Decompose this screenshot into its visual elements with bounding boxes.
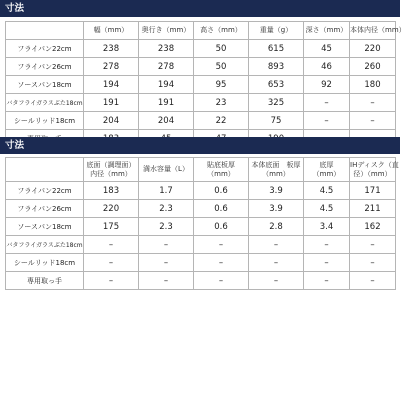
table-cell: 180 <box>350 76 396 94</box>
table-header-row <box>6 158 396 182</box>
table-cell: 220 <box>84 200 139 218</box>
table-cell: – <box>350 272 396 290</box>
table-row <box>6 254 396 272</box>
row-label: フライパン26cm <box>6 58 84 76</box>
table-cell: 204 <box>139 112 194 130</box>
table-cell: 191 <box>139 94 194 112</box>
table-cell: – <box>194 254 249 272</box>
table-cell: 171 <box>350 182 396 200</box>
table-cell: 45 <box>304 40 350 58</box>
table-cell: – <box>304 112 350 130</box>
table-cell: – <box>84 272 139 290</box>
row-label: シールリッド18cm <box>6 254 84 272</box>
row-label: ソースパン18cm <box>6 218 84 236</box>
table-cell: 2.3 <box>139 200 194 218</box>
table-cell: – <box>139 272 194 290</box>
section-title-dimensions: 寸法 <box>0 0 400 17</box>
table-row <box>6 218 396 236</box>
table-cell: 211 <box>350 200 396 218</box>
table-cell: 191 <box>84 94 139 112</box>
table-cell: 162 <box>350 218 396 236</box>
table-cell: 653 <box>249 76 304 94</box>
table-cell: 325 <box>249 94 304 112</box>
table-cell: 238 <box>84 40 139 58</box>
table-cell: – <box>249 272 304 290</box>
table-cell: – <box>350 94 396 112</box>
table-cell: 0.6 <box>194 200 249 218</box>
table-cell: 2.3 <box>139 218 194 236</box>
table-cell: 175 <box>84 218 139 236</box>
table-cell: 4.5 <box>304 182 350 200</box>
table-cell: 204 <box>84 112 139 130</box>
header-corner <box>6 22 84 40</box>
table-cell: 3.4 <box>304 218 350 236</box>
table-cell: 3.9 <box>249 182 304 200</box>
header-clad-thickness: 貼底板厚 （mm） <box>194 158 249 182</box>
table-cell: 260 <box>350 58 396 76</box>
row-label: フライパン22cm <box>6 182 84 200</box>
table-cell: – <box>194 236 249 254</box>
table-cell: 183 <box>84 182 139 200</box>
header-corner <box>6 158 84 182</box>
table-cell: – <box>139 236 194 254</box>
header-ih-disc-diameter: IHディスク（直 径）（mm） <box>350 158 396 182</box>
table-cell: 278 <box>139 58 194 76</box>
table-row <box>6 40 396 58</box>
table-cell: 95 <box>194 76 249 94</box>
header-height: 高さ（mm） <box>194 22 249 40</box>
table-cell: 50 <box>194 40 249 58</box>
table-cell: 238 <box>139 40 194 58</box>
table-cell: – <box>194 272 249 290</box>
table-header-row <box>6 22 396 40</box>
header-bottom-inner-diameter: 底面（調理面） 内径（mm） <box>84 158 139 182</box>
table-cell: 1.7 <box>139 182 194 200</box>
header-inner-diameter: 本体内径（mm） <box>350 22 396 40</box>
row-label: フライパン26cm <box>6 200 84 218</box>
table-row <box>6 94 396 112</box>
header-depth: 奥行き（mm） <box>139 22 194 40</box>
header-bottom-thickness: 底厚 （mm） <box>304 158 350 182</box>
table-cell: 75 <box>249 112 304 130</box>
table-cell: 22 <box>194 112 249 130</box>
table-cell: – <box>304 254 350 272</box>
table-cell: 2.8 <box>249 218 304 236</box>
header-body-bottom-thickness: 本体底面 板厚 （mm） <box>249 158 304 182</box>
table-row <box>6 182 396 200</box>
table-cell: 278 <box>84 58 139 76</box>
row-label: シールリッド18cm <box>6 112 84 130</box>
table-cell: – <box>84 254 139 272</box>
table-cell: – <box>139 254 194 272</box>
header-full-capacity: 満水容量（L） <box>139 158 194 182</box>
row-label: 専用取っ手 <box>6 272 84 290</box>
table-cell: – <box>304 94 350 112</box>
table-cell: – <box>304 272 350 290</box>
table-row <box>6 200 396 218</box>
row-label: フライパン22cm <box>6 40 84 58</box>
table-cell: – <box>350 112 396 130</box>
table-row <box>6 272 396 290</box>
header-width: 幅（mm） <box>84 22 139 40</box>
table-row <box>6 58 396 76</box>
row-label: バタフライガラスぶた18cm <box>6 236 84 254</box>
table-cell: – <box>350 236 396 254</box>
specifications-table <box>5 157 399 290</box>
row-label: ソースパン18cm <box>6 76 84 94</box>
table-cell: 0.6 <box>194 218 249 236</box>
table-cell: 4.5 <box>304 200 350 218</box>
header-inner-depth: 深さ（mm） <box>304 22 350 40</box>
table-cell: 3.9 <box>249 200 304 218</box>
table-cell: 220 <box>350 40 396 58</box>
row-label: バタフライガラスぶた18cm <box>6 94 84 112</box>
table-cell: 92 <box>304 76 350 94</box>
table-cell: – <box>350 254 396 272</box>
table-cell: 893 <box>249 58 304 76</box>
dimensions-table <box>5 21 406 148</box>
table-cell: 194 <box>84 76 139 94</box>
section-title-dimensions-2: 寸法 <box>0 137 400 154</box>
table-cell: 194 <box>139 76 194 94</box>
table-cell: 23 <box>194 94 249 112</box>
table-cell: – <box>84 236 139 254</box>
table-cell: 50 <box>194 58 249 76</box>
table-row <box>6 112 396 130</box>
table-cell: – <box>249 236 304 254</box>
table-cell: 0.6 <box>194 182 249 200</box>
table-row <box>6 76 396 94</box>
header-weight: 重量（g） <box>249 22 304 40</box>
table-cell: – <box>304 236 350 254</box>
table-cell: 46 <box>304 58 350 76</box>
table-cell: – <box>249 254 304 272</box>
table-cell: 615 <box>249 40 304 58</box>
table-row <box>6 236 396 254</box>
